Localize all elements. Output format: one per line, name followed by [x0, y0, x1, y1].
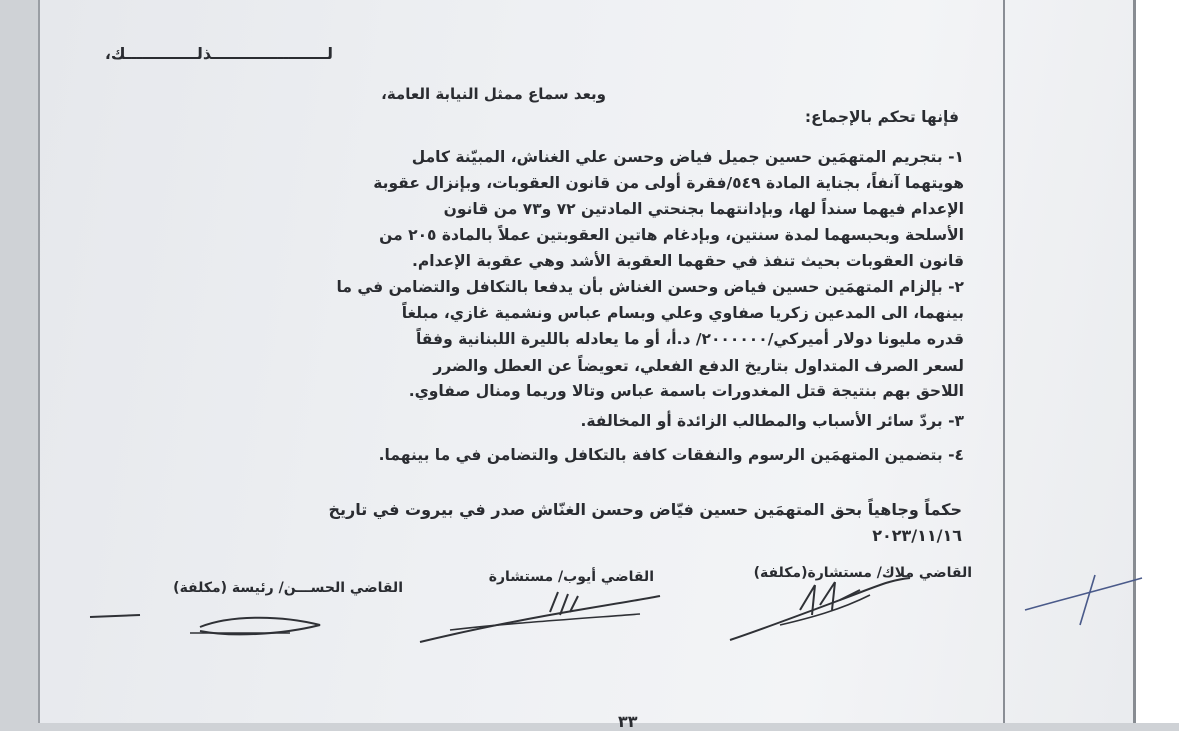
verdict-heading: فإنها تحكم بالإجماع: — [804, 108, 959, 126]
item-2-line-4: لسعر الصرف المتداول بتاريخ الدفع الفعلي، تعويضاً عن العطل والضرر — [433, 357, 964, 375]
page-number: ٣٣ — [618, 712, 638, 731]
item-2-line-1: ٢- بإلزام المتهمَين حسين فياض وحسن الغناش بأن يدفعا بالتكافل والتضامن في ما — [336, 278, 964, 296]
item-1-line-3: الإعدام فيهما سنداً لها، وبإدانتهما بجنحتي المادتين ٧٢ و٧٣ من قانون — [443, 200, 964, 218]
signature-2 — [410, 590, 670, 650]
signatory-3: القاضي الحســـن/ رئيسة (مكلفة) — [173, 580, 403, 596]
signature-3 — [80, 605, 340, 645]
item-2-line-2: بينهما، الى المدعين زكريا صفاوي وعلي وبسام عباس ونشمية غازي، مبلغاً — [401, 304, 964, 322]
item-2-line-3: قدره مليونا دولار أميركي/٢٠٠٠٠٠٠/ د.أ، أو ما يعادله بالليرة اللبنانية وفقاً — [415, 330, 964, 348]
partial-word: لـــــــــــــــــــــذلـــــــــــــك، — [104, 44, 333, 63]
intro-line: وبعد سماع ممثل النيابة العامة، — [381, 85, 606, 103]
item-1-line-1: ١- بتجريم المتهمَين حسين جميل فياض وحسن علي الغناش، المبيّنة كامل — [411, 148, 964, 166]
item-3-line-1: ٣- بردّ سائر الأسباب والمطالب الزائدة أو المخالفة. — [580, 412, 964, 430]
margin-initials — [1020, 570, 1150, 630]
item-4-line-1: ٤- بتضمين المتهمَين الرسوم والنفقات كافة بالتكافل والتضامن في ما بينهما. — [378, 446, 964, 464]
item-1-line-5: قانون العقوبات بحيث تنفذ في حقهما العقوبة الأشد وهي عقوبة الإعدام. — [412, 252, 964, 270]
item-1-line-4: الأسلحة وبحبسهما لمدة سنتين، وبإدغام هاتين العقوبتين عملاً بالمادة ٢٠٥ من — [379, 226, 964, 244]
item-2-line-5: اللاحق بهم بنتيجة قتل المغدورات باسمة عباس وتالا وريما ومنال صفاوي. — [408, 382, 964, 400]
judgment-date: ٢٠٢٣/١١/١٦ — [872, 526, 962, 545]
item-1-line-2: هويتهما آنفاً، بجناية المادة ٥٤٩/فقرة أولى من قانون العقوبات، وبإنزال عقوبة — [373, 174, 964, 192]
judgment-line: حكماً وجاهياً بحق المتهمَين حسين فيّاض وحسن الغنّاش صدر في بيروت في تاريخ — [328, 500, 962, 519]
signatory-1: القاضي ملاك/ مستشارة(مكلفة) — [753, 565, 972, 581]
margin-line — [1003, 0, 1005, 723]
signature-1 — [720, 570, 920, 650]
signatory-2: القاضي أيوب/ مستشارة — [488, 569, 654, 585]
